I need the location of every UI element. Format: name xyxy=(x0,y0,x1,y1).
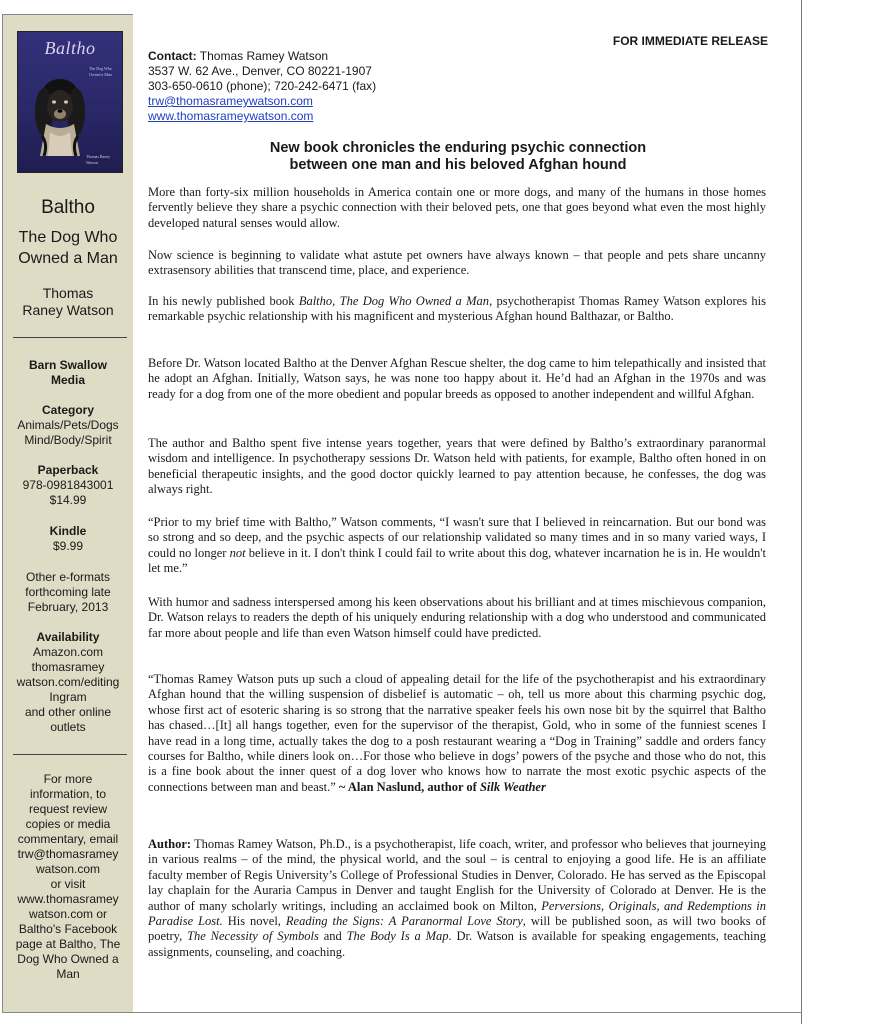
text-run: , will be published soon, as will two books of poetry, xyxy=(148,914,766,944)
paragraph: Now science is beginning to validate what astute pet owners have always known – that people and pets share uncanny extrasensory abilities that transcend time, place, and experience. xyxy=(148,248,766,278)
book-title-italic: The Necessity of Symbols xyxy=(187,929,319,944)
more-info-line: www.thomasramey xyxy=(17,892,119,906)
contact-name: Thomas Ramey Watson xyxy=(199,49,329,63)
kindle-price: $9.99 xyxy=(52,539,84,553)
cover-subtitle: The Dog Who Owned a Man xyxy=(89,66,112,77)
paperback-label: Paperback xyxy=(37,463,99,477)
other-formats-line: February, 2013 xyxy=(27,600,109,614)
text-run: Thomas Ramey Watson, Ph.D., is a psychotherapist, life coach, writer, and professor who believes that journeying in various realms – of the mind, the physical world, and the soul – is central to enjoying a good life. He is an affiliate faculty member of Regis University’s College of Professional Studies in Denver, Colorado. He has served as the Episcopal lay chaplain for the Auraria Campus in Denver and taught English for the University of Colorado at Denver. He is the author of many scholarly writings, including an acclaimed book on Milton, xyxy=(148,837,766,913)
quote-text: “Thomas Ramey Watson puts up such a cloud of appealing detail for the life of the psychotherapist and his extraordinary Afghan hound that the willing suspension of disbelief is automatic – oh, tell us more about this charming psychic dog, whose first act of esoteric sharing is so strong that the narrative speaker feels his own nose bit by the squirrel that Baltho has chased…[It] all hangs together, even for the supervisor of the therapist, Gold, who in some of the funniest scenes I have read in a long time, actually takes the dog to a posh restaurant wearing a “Dog in Training” saddle and orders fancy courses for Baltho, while diners look on…For those who believe in dogs’ powers of the psyche and those who do not, this is a fine book about the inner quest of a dog lover who knows how to narrate the most exotic psychic aspects of the connections between man and beast.” xyxy=(148,672,766,794)
book-title-italic: The Body Is a Map xyxy=(346,929,449,944)
availability-label: Availability xyxy=(36,630,100,644)
other-formats-line: forthcoming late xyxy=(25,585,111,599)
author-bio xyxy=(148,837,766,960)
paragraph xyxy=(148,294,766,325)
more-info-line: or visit xyxy=(50,877,86,891)
more-info-line: information, to xyxy=(29,787,107,801)
book-cover-image xyxy=(17,31,123,173)
paperback-isbn: 978-0981843001 xyxy=(22,478,114,492)
author-bio-label: Author: xyxy=(148,837,192,851)
availability-line: Amazon.com xyxy=(32,645,104,659)
contact-line xyxy=(148,49,376,64)
book-title-italic: Reading the Signs: A Paranormal Love Story xyxy=(285,914,523,929)
more-info-line: watson.com xyxy=(35,862,101,876)
more-info-block xyxy=(3,772,133,982)
more-info-line: commentary, email xyxy=(17,832,119,846)
contact-block xyxy=(148,49,376,124)
paperback-block xyxy=(3,463,133,508)
attribution-title: Silk Weather xyxy=(479,779,546,794)
other-formats-line: Other e-formats xyxy=(25,570,111,584)
availability-line: thomasramey xyxy=(31,660,105,674)
sidebar-author-text: Thomas Raney Watson xyxy=(22,285,114,318)
text-run: In his newly published book xyxy=(148,294,299,308)
cover-author: Thomas Raney Watson xyxy=(86,154,111,165)
headline-line: New book chronicles the enduring psychic connection xyxy=(269,140,647,156)
availability-block xyxy=(3,630,133,735)
text-run: . Dr. Watson is available for speaking engagements, teaching assignments, counseling, and coaching. xyxy=(148,929,766,959)
sidebar-author xyxy=(3,285,133,319)
other-formats-block xyxy=(3,570,133,615)
contact-website-link[interactable]: www.thomasrameywatson.com xyxy=(148,109,314,123)
paragraph: The author and Baltho spent five intense years together, years that were defined by Baltho’s extraordinary paranormal wisdom and intelligence. In psychotherapy sessions Dr. Watson held with patients, for example, Baltho often honed in on beneficial therapeutic insights, and the good doctor quickly learned to pay attention because, he confesses, the dog was always right. xyxy=(148,436,766,497)
sidebar-book-subtitle xyxy=(3,227,133,269)
more-info-line: copies or media xyxy=(25,817,111,831)
paragraph xyxy=(148,515,766,577)
sidebar xyxy=(2,14,133,1012)
contact-phone: 303-650-0610 (phone); 720-242-6471 (fax) xyxy=(148,79,377,93)
more-info-line: Man xyxy=(56,967,80,981)
book-title-italic: Baltho, The Dog Who Owned a Man xyxy=(298,294,490,308)
kindle-block xyxy=(3,524,133,554)
sidebar-book-title: Baltho xyxy=(41,197,95,218)
text-run: “Prior to my brief time with Baltho,” Watson comments, “I wasn't sure that I believed in reincarnation. But our bond was so strong and so deep, and the psychic aspects of our relationship validated so many times and in so many varied ways, I could no longer xyxy=(148,515,766,560)
cover-title: Baltho xyxy=(44,38,96,58)
paragraph: Before Dr. Watson located Baltho at the Denver Afghan Rescue shelter, the dog came to him telepathically and insisted that he adopt an Afghan. Initially, Watson says, he was none too happy about it. He’d had an Afghan in the 1970s and was ready for a dog from one of the more obedient and popular breeds as opposed to another independent and willful Afghan. xyxy=(148,356,766,401)
paragraph: With humor and sadness interspersed among his keen observations about his brilliant and at times mischievous companion, Dr. Watson relays to readers the depth of his uniquely enduring relationship with a dog who understood and communicated far more about people and life than even Watson himself could have predicted. xyxy=(148,595,766,640)
more-info-line: Dog Who Owned a xyxy=(17,952,119,966)
paragraph: More than forty-six million households in America contain one or more dogs, and many of the humans in those homes fervently believe they share a psychic connection with their beloved pets, one that goes beyond what even the most highly developed natural senses would allow. xyxy=(148,185,766,230)
more-info-line: trw@thomasramey xyxy=(17,847,119,861)
quote-attribution xyxy=(339,780,546,794)
kindle-label: Kindle xyxy=(49,524,87,538)
review-quote xyxy=(148,672,766,795)
category-line: Mind/Body/Spirit xyxy=(24,433,112,447)
more-info-line: page at Baltho, The xyxy=(15,937,121,951)
paperback-price: $14.99 xyxy=(49,493,87,507)
text-run: , psychotherapist Thomas Ramey Watson explores his remarkable psychic relationship with his magnificent and mysterious Afghan hound Balthazar, or Baltho. xyxy=(148,294,766,324)
sidebar-subtitle-text: The Dog Who Owned a Man xyxy=(18,229,118,267)
availability-line: outlets xyxy=(50,720,86,734)
headline xyxy=(148,140,768,174)
contact-address: 3537 W. 62 Ave., Denver, CO 80221-1907 xyxy=(148,64,372,78)
sidebar-divider xyxy=(13,754,127,755)
more-info-line: request review xyxy=(28,802,108,816)
category-block xyxy=(3,403,133,448)
attribution-text: ~ Alan Naslund, author of xyxy=(338,779,480,794)
emphasis: not xyxy=(229,545,246,560)
availability-line: watson.com/editing xyxy=(16,675,120,689)
book-title-italic: Perversions, Originals, and Redemptions in Paradise Lost. xyxy=(148,898,766,929)
text-run: believe in it. I don't think I could fail to write about this dog, whatever incarnation he is in. He wouldn't let me.” xyxy=(148,545,766,576)
headline-line: between one man and his beloved Afghan hound xyxy=(289,157,627,173)
sidebar-divider xyxy=(13,337,127,338)
contact-label: Contact: xyxy=(148,49,197,63)
release-label: FOR IMMEDIATE RELEASE xyxy=(612,34,768,48)
publisher-block xyxy=(3,358,133,388)
dog-portrait-icon xyxy=(28,62,92,158)
category-label: Category xyxy=(41,403,94,417)
text-run: His novel, xyxy=(222,914,286,929)
more-info-line: For more xyxy=(43,772,93,786)
publisher-name: Barn Swallow Media xyxy=(28,358,108,387)
text-run: and xyxy=(318,929,347,944)
contact-email-link[interactable]: trw@thomasrameywatson.com xyxy=(148,94,313,108)
page-bottom-border xyxy=(2,1012,802,1013)
category-line: Animals/Pets/Dogs xyxy=(17,418,119,432)
availability-line: Ingram xyxy=(49,690,87,704)
availability-line: and other online xyxy=(24,705,112,719)
more-info-line: watson.com or xyxy=(28,907,108,921)
more-info-line: Baltho's Facebook xyxy=(18,922,118,936)
